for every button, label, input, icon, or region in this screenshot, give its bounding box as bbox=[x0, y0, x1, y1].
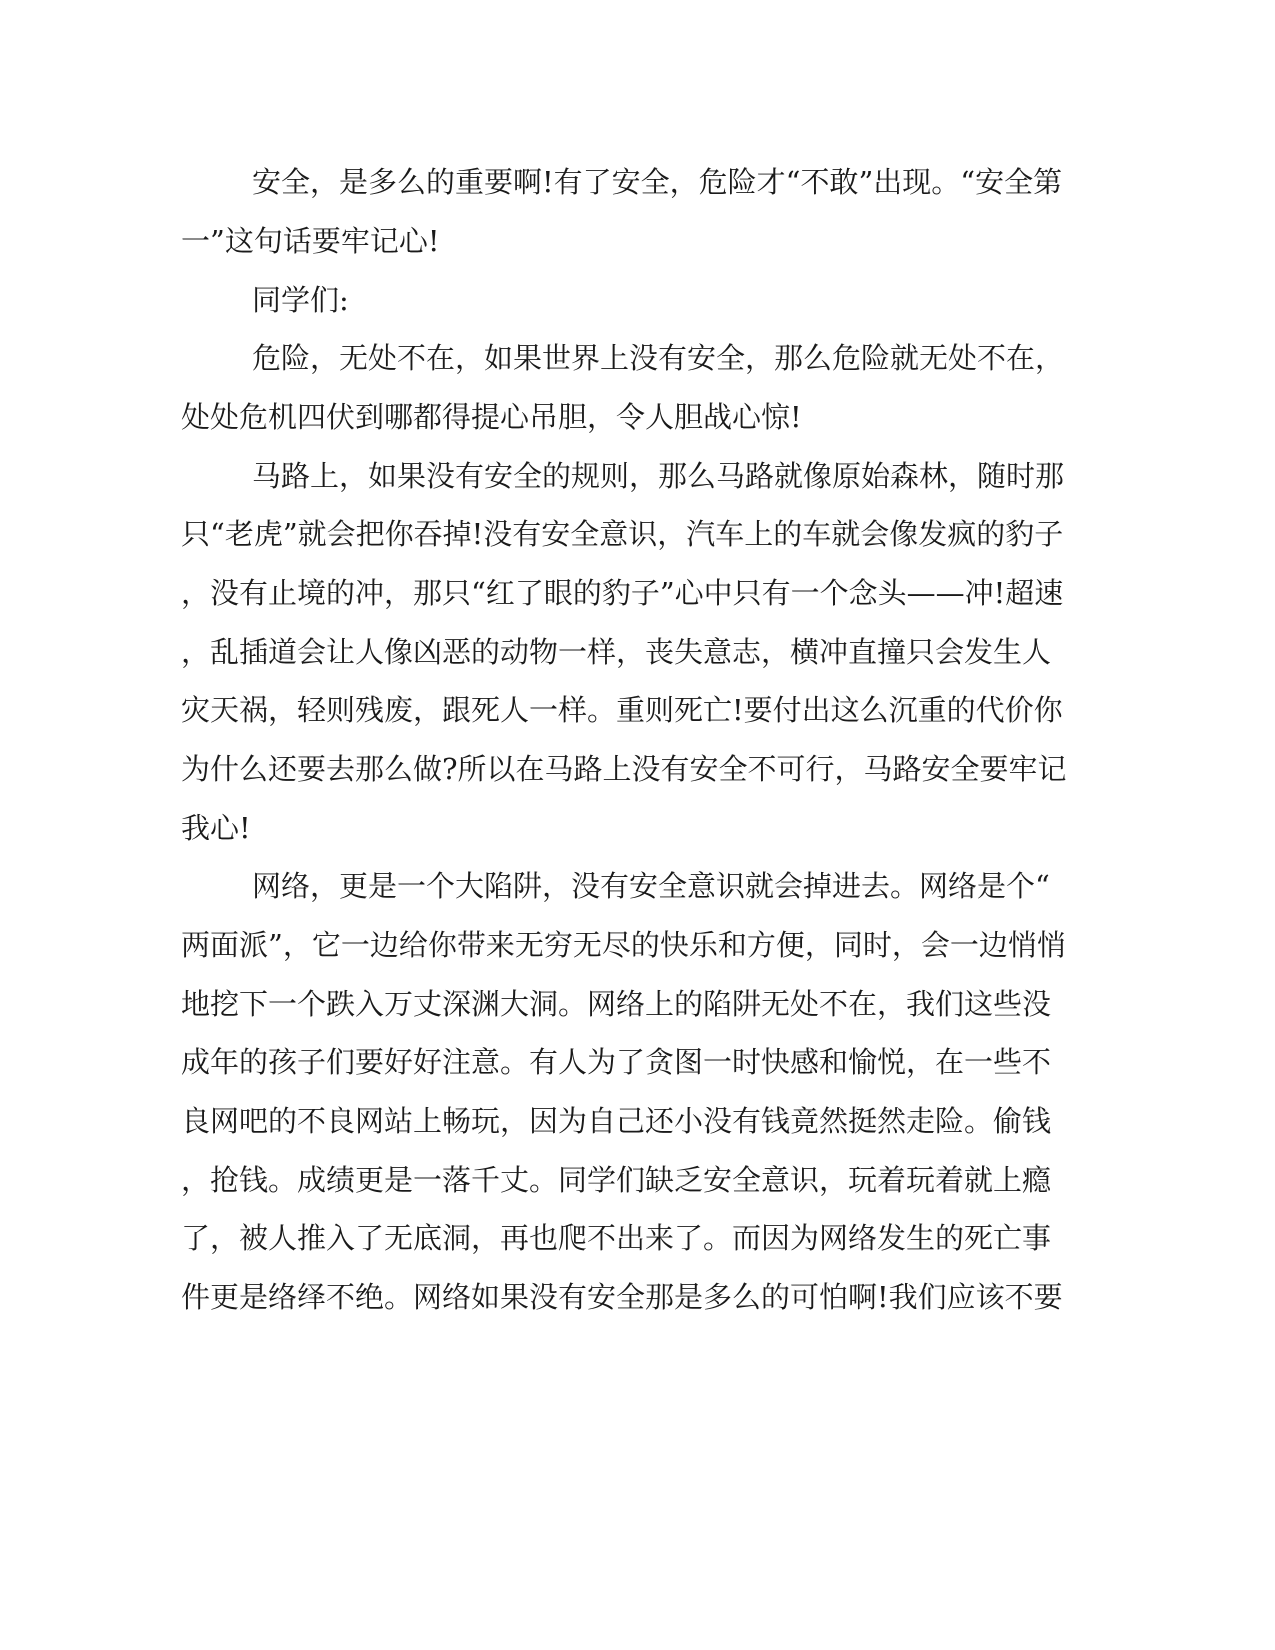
text-line: 只“老虎”就会把你吞掉!没有安全意识，汽车上的车就会像发疯的豹子 bbox=[181, 517, 1064, 551]
text-line: 同学们: bbox=[252, 283, 349, 317]
text-line: 良网吧的不良网站上畅玩，因为自己还小没有钱竟然挺然走险。偷钱 bbox=[181, 1104, 1052, 1138]
text-line: 地挖下一个跌入万丈深渊大洞。网络上的陷阱无处不在，我们这些没 bbox=[181, 987, 1052, 1021]
text-line: 件更是络绎不绝。网络如果没有安全那是多么的可怕啊!我们应该不要 bbox=[181, 1280, 1063, 1314]
text-line: ，没有止境的冲，那只“红了眼的豹子”心中只有一个念头——冲!超速 bbox=[181, 576, 1064, 610]
text-line: 两面派”，它一边给你带来无穷无尽的快乐和方便，同时，会一边悄悄 bbox=[181, 928, 1066, 962]
text-line: 危险，无处不在，如果世界上没有安全，那么危险就无处不在， bbox=[252, 341, 1065, 375]
text-line: 为什么还要去那么做?所以在马路上没有安全不可行，马路安全要牢记 bbox=[181, 752, 1067, 786]
text-line: 马路上，如果没有安全的规则，那么马路就像原始森林，随时那 bbox=[252, 459, 1065, 493]
text-line: ，乱插道会让人像凶恶的动物一样，丧失意志，横冲直撞只会发生人 bbox=[181, 635, 1052, 669]
text-line: 处处危机四伏到哪都得提心吊胆，令人胆战心惊! bbox=[181, 400, 802, 434]
text-line: 一”这句话要牢记心! bbox=[181, 224, 440, 258]
text-line: 了，被人推入了无底洞，再也爬不出来了。而因为网络发生的死亡事 bbox=[181, 1221, 1052, 1255]
text-line: 成年的孩子们要好好注意。有人为了贪图一时快感和愉悦，在一些不 bbox=[181, 1045, 1052, 1079]
text-line: 灾天祸，轻则残废，跟死人一样。重则死亡!要付出这么沉重的代价你 bbox=[181, 693, 1063, 727]
text-line: ，抢钱。成绩更是一落千丈。同学们缺乏安全意识，玩着玩着就上瘾 bbox=[181, 1163, 1052, 1197]
text-line: 网络，更是一个大陷阱，没有安全意识就会掉进去。网络是个“ bbox=[252, 869, 1050, 903]
text-line: 安全，是多么的重要啊!有了安全，危险才“不敢”出现。“安全第 bbox=[252, 165, 1063, 199]
text-line: 我心! bbox=[181, 811, 251, 845]
